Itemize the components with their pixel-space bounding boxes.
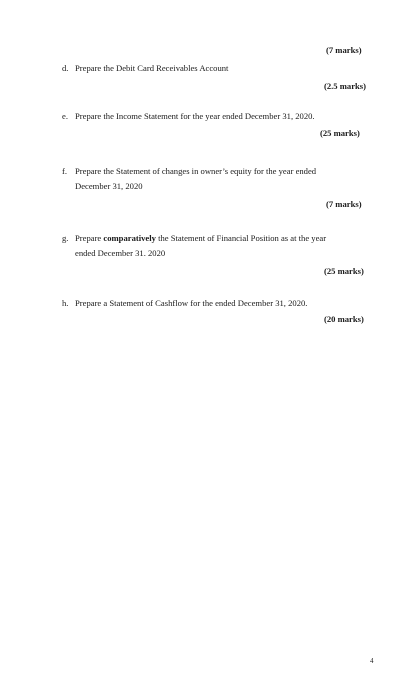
item-h-marks: (20 marks) <box>324 314 364 324</box>
item-e-marks: (25 marks) <box>320 128 360 138</box>
item-g-marks: (25 marks) <box>324 266 364 276</box>
item-e-letter: e. <box>62 111 68 121</box>
item-h-letter: h. <box>62 298 69 308</box>
item-g-line1 <box>75 233 326 244</box>
item-d-letter: d. <box>62 63 69 73</box>
item-f-letter: f. <box>62 166 68 176</box>
item-f-line2: December 31, 2020 <box>75 181 143 191</box>
item-g-post: the Statement of Financial Position as at the year <box>155 233 327 243</box>
c-marks: (7 marks) <box>326 45 362 55</box>
item-g-bold: comparatively <box>103 233 156 243</box>
item-h-text: Prepare a Statement of Cashflow for the ended December 31, 2020. <box>75 298 308 308</box>
item-g-letter: g. <box>62 233 69 243</box>
item-e-text: Prepare the Income Statement for the year ended December 31, 2020. <box>75 111 315 121</box>
item-d-text: Prepare the Debit Card Receivables Account <box>75 63 229 73</box>
item-d-marks: (2.5 marks) <box>324 81 367 91</box>
item-g-line2: ended December 31. 2020 <box>75 248 166 258</box>
item-f-marks: (7 marks) <box>326 199 362 209</box>
page-number: 4 <box>370 657 374 665</box>
item-g-pre: Prepare <box>75 233 104 243</box>
item-f-line1: Prepare the Statement of changes in owner’s equity for the year ended <box>75 166 317 176</box>
